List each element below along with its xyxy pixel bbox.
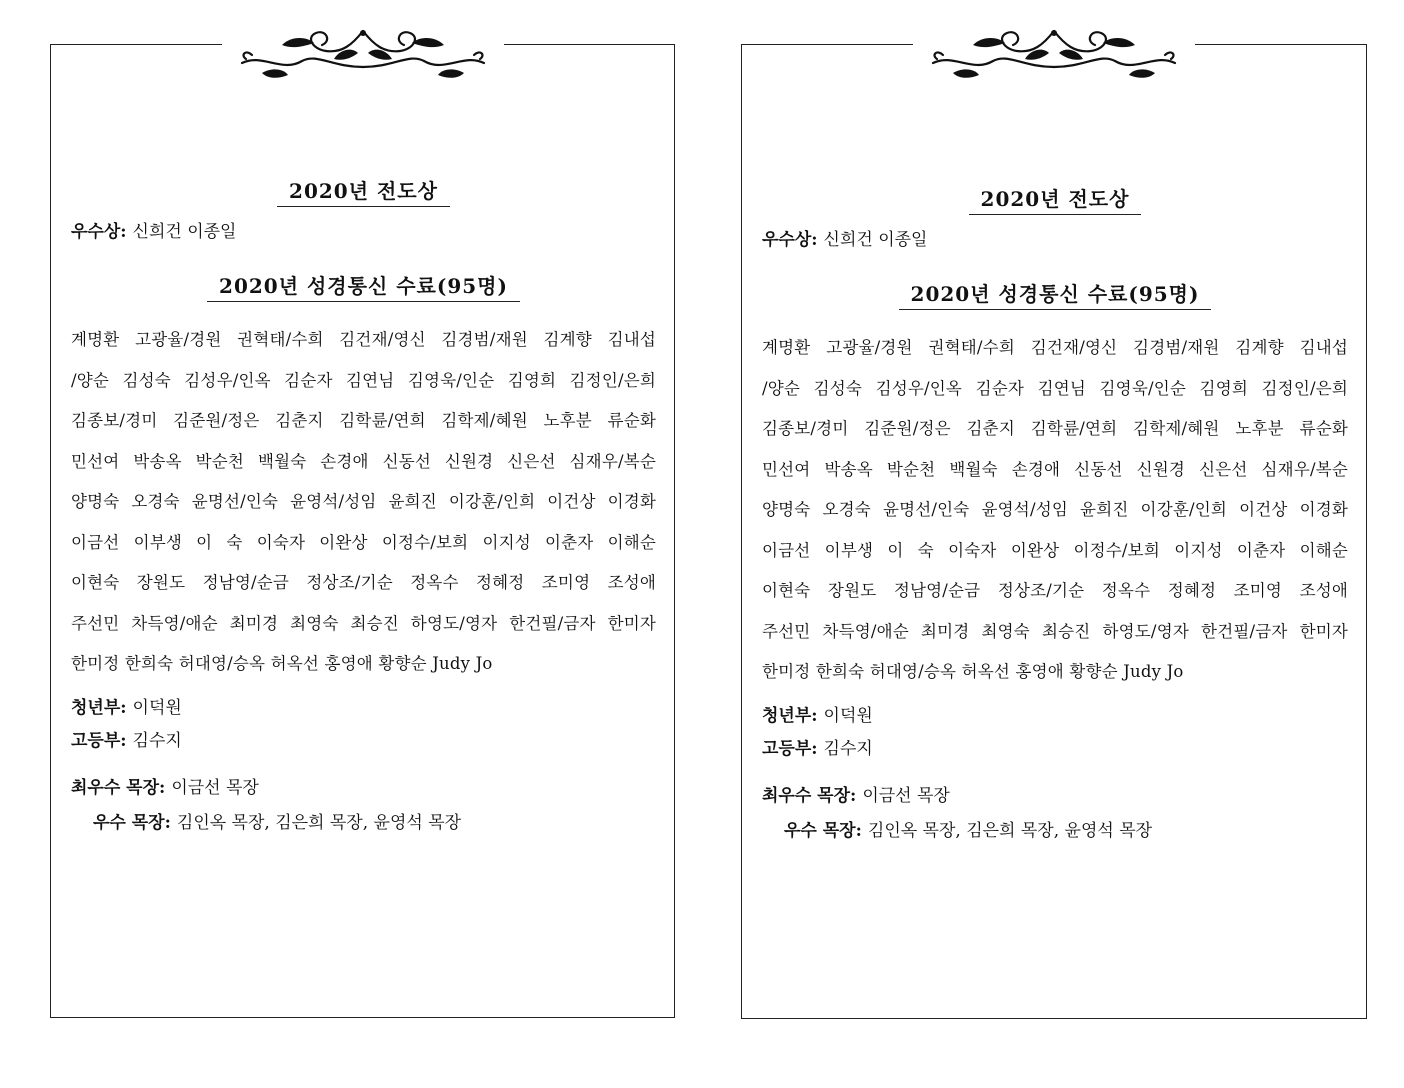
youth-name: 이덕원 [823,705,873,726]
graduate-names-list [762,328,1348,693]
graduate-names-row: 민선여 박송옥 박순천 백월숙 손경애 신동선 신원경 신은선 심재우/복순 [71,451,656,471]
award-excellence-names: 신희건 이종일 [823,230,928,250]
highschool-line [762,734,1348,759]
good-leader-line [71,808,656,833]
group-leader-section [71,773,656,833]
certificate-content [71,175,656,843]
graduate-names-row: 김종보/경미 김준원/정은 김춘지 김학륜/연희 김학제/혜원 노후분 류순화 [71,411,656,430]
award-excellence-label: 우수상: [71,222,127,242]
best-leader-value: 이금선 목장 [862,785,950,806]
graduate-names-row: 이현숙 장원도 정남영/순금 정상조/기순 정옥수 정혜정 조미영 조성애 [762,581,1348,600]
highschool-name: 김수지 [823,738,873,759]
highschool-name: 김수지 [132,730,182,751]
certificate-panel-right [741,44,1367,1019]
graduate-names-row: 계명환 고광율/경원 권혁태/수희 김건재/영신 김경범/재원 김계향 김내섭 [71,330,656,349]
flourish-ornament-icon [913,23,1195,85]
graduate-names-row: 이금선 이부생 이 숙 이숙자 이완상 이정수/보희 이지성 이춘자 이해순 [71,532,656,552]
graduate-names-row: 주선민 차득영/애순 최미경 최영숙 최승진 하영도/영자 한건필/금자 한미자 [71,613,656,633]
youth-line [762,701,1348,726]
certificate-panel-left [50,44,675,1018]
graduate-names-row: /양순 김성숙 김성우/인옥 김순자 김연님 김영욱/인순 김영희 김정인/은희 [71,370,656,390]
bible-course-title: 2020년 성경통신 수료(95명) [71,270,656,302]
good-leader-value: 김인옥 목장, 김은희 목장, 윤영석 목장 [176,812,462,833]
graduate-names-row: 김종보/경미 김준원/정은 김춘지 김학륜/연희 김학제/혜원 노후분 류순화 [762,419,1348,438]
best-leader-label: 최우수 목장: [762,785,857,806]
best-leader-label: 최우수 목장: [71,777,166,798]
graduate-names-row: 한미정 한희숙 허대영/승옥 허옥선 홍영애 황향순 Judy Jo [71,654,493,673]
youth-name: 이덕원 [132,697,182,718]
graduate-names-row: 한미정 한희숙 허대영/승옥 허옥선 홍영애 황향순 Judy Jo [762,662,1184,681]
graduate-names-row: 양명숙 오경숙 윤명선/인숙 윤영석/성임 윤희진 이강훈/인희 이건상 이경화 [762,500,1348,519]
award-excellence-label: 우수상: [762,230,818,250]
graduate-names-row: /양순 김성숙 김성우/인옥 김순자 김연님 김영욱/인순 김영희 김정인/은희 [762,378,1348,398]
good-leader-value: 김인옥 목장, 김은희 목장, 윤영석 목장 [867,820,1153,841]
best-leader-value: 이금선 목장 [171,777,259,798]
best-leader-line [71,773,656,798]
award-excellence-line [762,225,1348,250]
bible-course-title: 2020년 성경통신 수료(95명) [762,278,1348,310]
youth-label: 청년부: [71,697,127,718]
award-title: 2020년 전도상 [71,175,656,207]
youth-label: 청년부: [762,705,818,726]
highschool-line [71,726,656,751]
best-leader-line [762,781,1348,806]
graduate-names-list [71,320,656,685]
highschool-label: 고등부: [71,730,127,751]
good-leader-label: 우수 목장: [784,820,862,841]
highschool-label: 고등부: [762,738,818,759]
graduate-names-row: 이금선 이부생 이 숙 이숙자 이완상 이정수/보희 이지성 이춘자 이해순 [762,540,1348,560]
flourish-ornament-icon [222,23,504,85]
good-leader-label: 우수 목장: [93,812,171,833]
graduate-names-row: 양명숙 오경숙 윤명선/인숙 윤영석/성임 윤희진 이강훈/인희 이건상 이경화 [71,492,656,511]
award-excellence-names: 신희건 이종일 [132,222,237,242]
graduate-names-row: 민선여 박송옥 박순천 백월숙 손경애 신동선 신원경 신은선 심재우/복순 [762,459,1348,479]
graduate-names-row: 계명환 고광율/경원 권혁태/수희 김건재/영신 김경범/재원 김계향 김내섭 [762,338,1348,357]
youth-line [71,693,656,718]
graduate-names-row: 주선민 차득영/애순 최미경 최영숙 최승진 하영도/영자 한건필/금자 한미자 [762,621,1348,641]
certificate-content [762,183,1348,851]
award-excellence-line [71,217,656,242]
good-leader-line [762,816,1348,841]
award-title: 2020년 전도상 [762,183,1348,215]
group-leader-section [762,781,1348,841]
department-section [71,693,656,751]
department-section [762,701,1348,759]
graduate-names-row: 이현숙 장원도 정남영/순금 정상조/기순 정옥수 정혜정 조미영 조성애 [71,573,656,592]
